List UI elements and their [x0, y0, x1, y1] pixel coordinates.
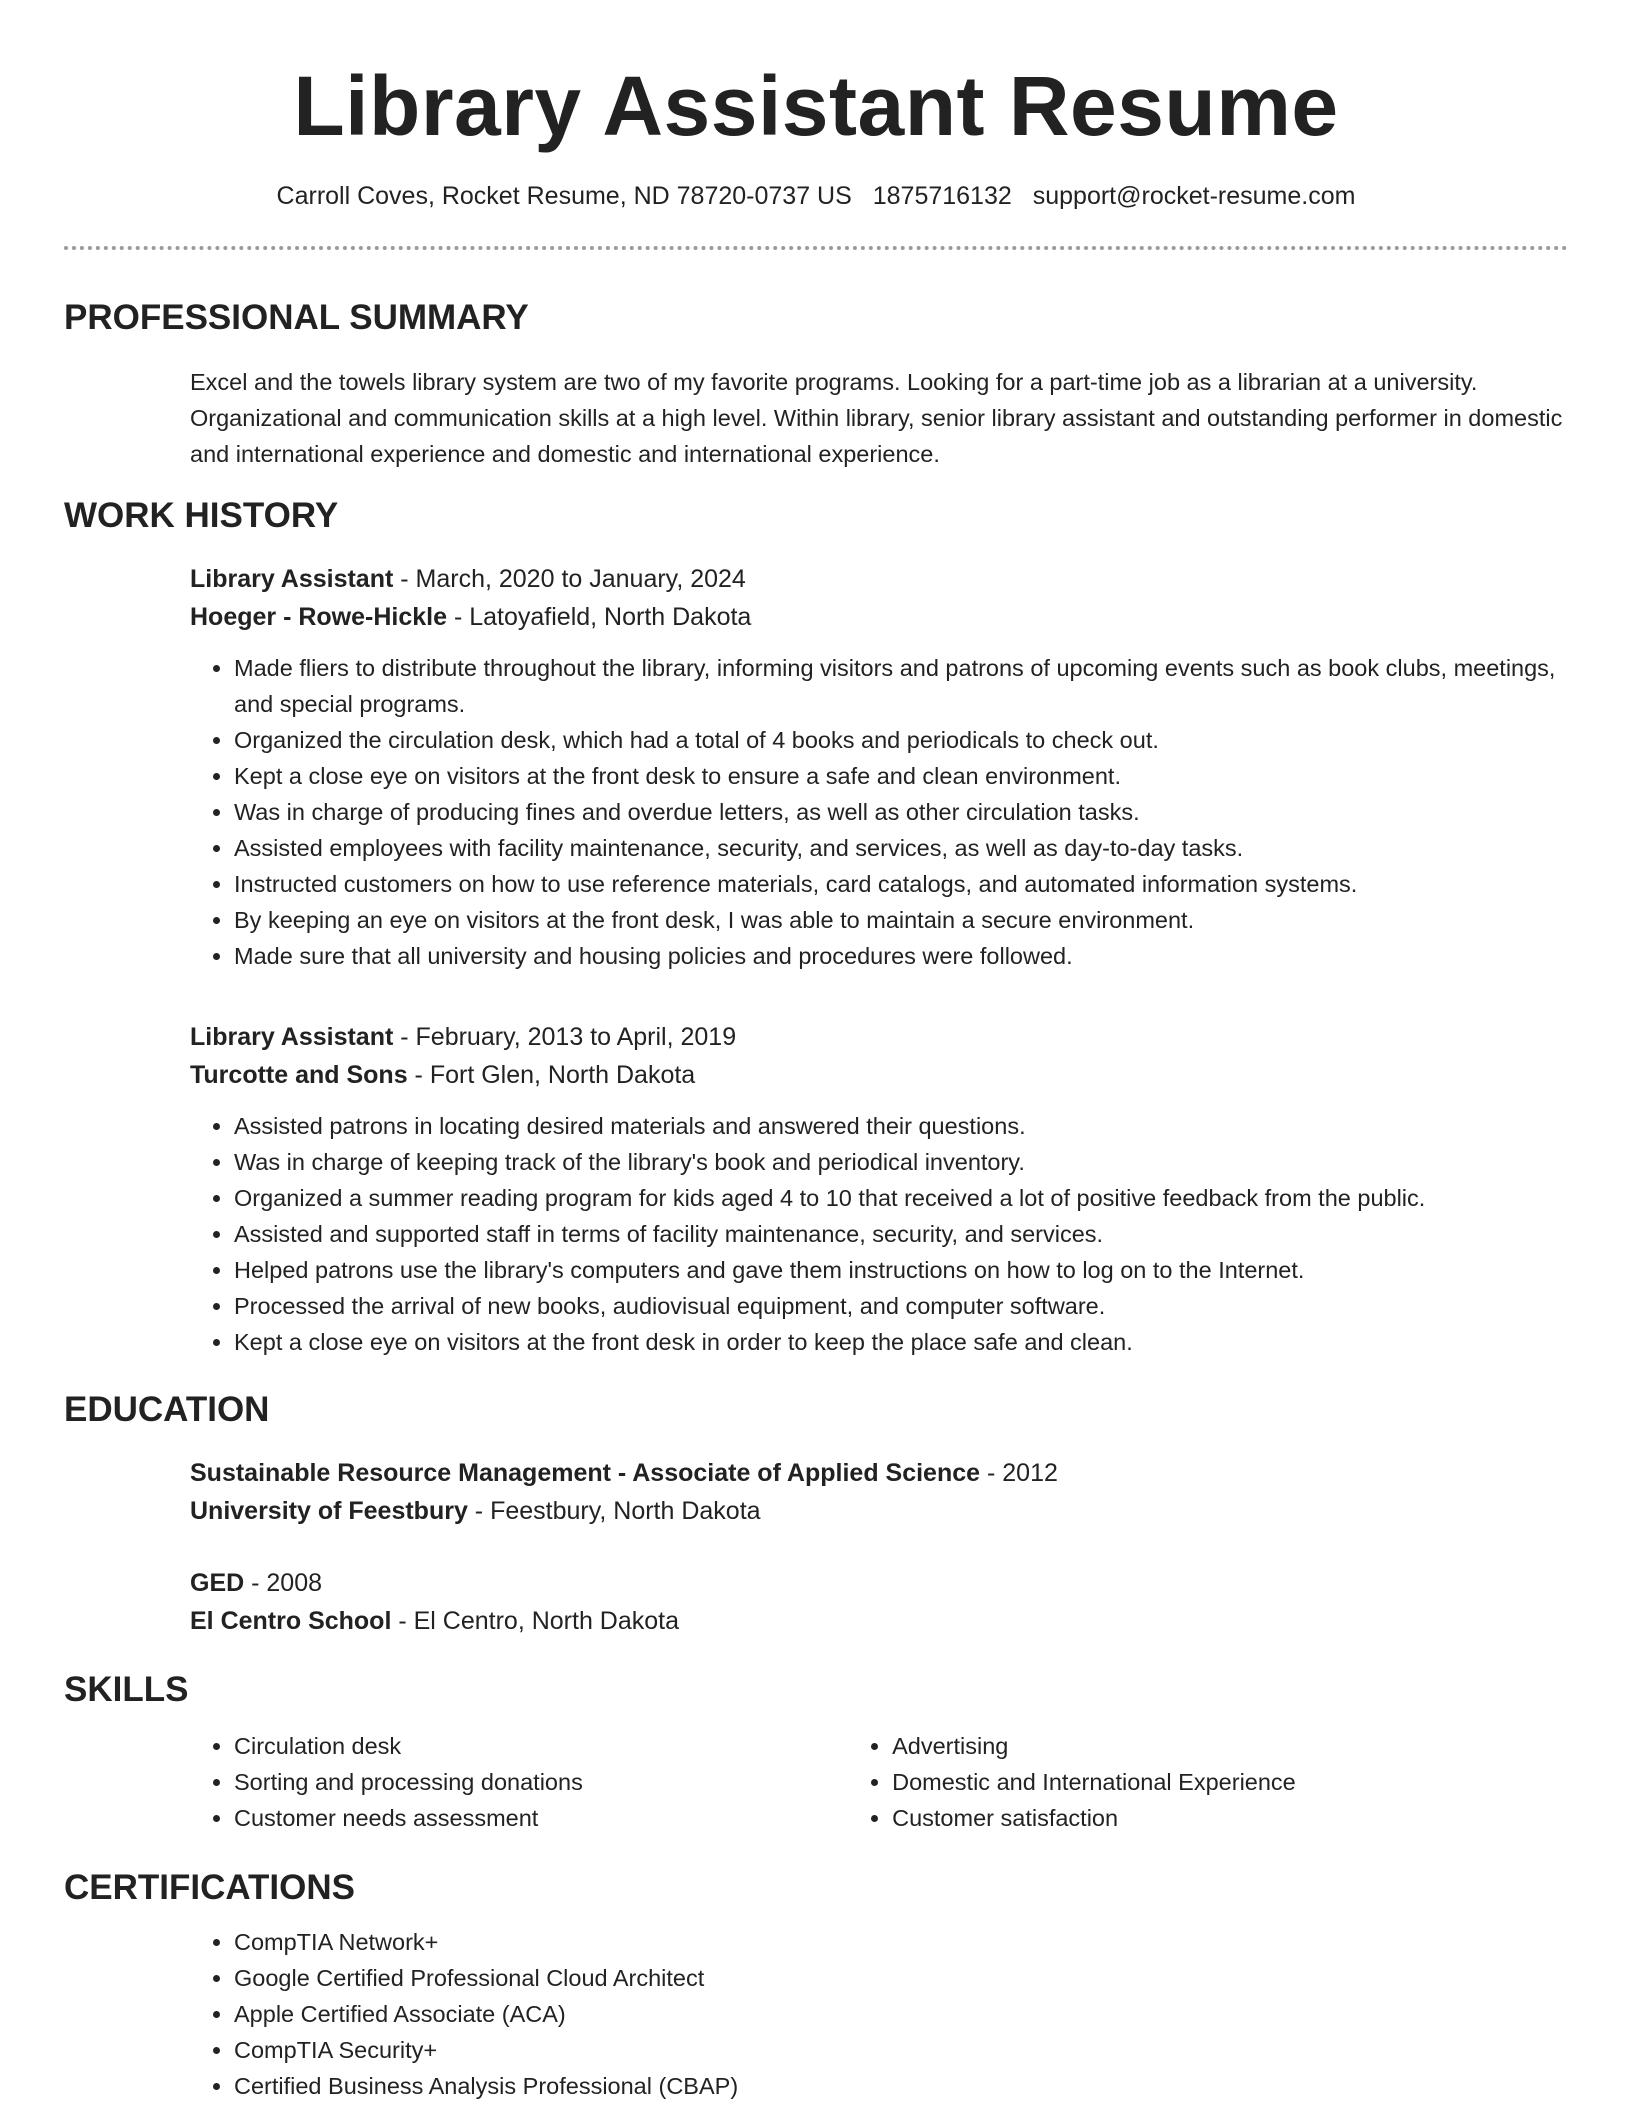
job-title: Library Assistant [190, 1023, 394, 1051]
work-history-heading: WORK HISTORY [64, 496, 339, 535]
skill-item: • Circulation desk [234, 1728, 848, 1764]
education-degree: GED [190, 1569, 245, 1597]
contact-phone: 1875716132 [872, 182, 1012, 210]
job-duty: • Was in charge of producing fines and overdue letters, as well as other circulation tasks. [234, 794, 1568, 830]
certification-item: • CompTIA Security+ [234, 2032, 1568, 2068]
job-duties [190, 1108, 1568, 1360]
job-location: - Fort Glen, North Dakota [407, 1061, 696, 1089]
skill-item: • Domestic and International Experience [892, 1764, 1568, 1800]
job-duty: • Made sure that all university and housing policies and procedures were followed. [234, 938, 1568, 974]
job-company: Hoeger - Rowe-Hickle [190, 603, 448, 631]
education-location: - Feestbury, North Dakota [467, 1497, 761, 1525]
job-entry [190, 1018, 1568, 1360]
education-heading: EDUCATION [64, 1390, 270, 1429]
job-duty: • Processed the arrival of new books, audiovisual equipment, and computer software. [234, 1288, 1568, 1324]
skills-list-right [848, 1728, 1568, 1836]
education-school: El Centro School [190, 1607, 392, 1635]
job-company: Turcotte and Sons [190, 1061, 408, 1089]
skill-item: • Customer needs assessment [234, 1800, 848, 1836]
job-duty: • Assisted patrons in locating desired materials and answered their questions. [234, 1108, 1568, 1144]
job-location: - Latoyafield, North Dakota [447, 603, 752, 631]
skills-list-left [190, 1728, 848, 1836]
certification-item: • Certified Business Analysis Professional (CBAP) [234, 2068, 1568, 2104]
job-duty: • Organized the circulation desk, which had a total of 4 books and periodicals to check out. [234, 722, 1568, 758]
skills-heading: SKILLS [64, 1670, 189, 1709]
certification-item: • Google Certified Professional Cloud Architect [234, 1960, 1568, 1996]
education-degree: Sustainable Resource Management - Associate of Applied Science [190, 1459, 981, 1487]
job-duty: • Assisted and supported staff in terms of facility maintenance, security, and services. [234, 1216, 1568, 1252]
skill-item: • Sorting and processing donations [234, 1764, 848, 1800]
header-divider [64, 246, 1568, 250]
job-duty: • Helped patrons use the library's computers and gave them instructions on how to log on to the Internet. [234, 1252, 1568, 1288]
resume-page [64, 0, 1568, 2104]
summary-heading: PROFESSIONAL SUMMARY [64, 298, 529, 337]
education-year: - 2012 [980, 1459, 1058, 1487]
education-location: - El Centro, North Dakota [391, 1607, 680, 1635]
contact-line [64, 180, 1568, 212]
job-duty: • Made fliers to distribute throughout the library, informing visitors and patrons of upcoming events such as book clubs, meetings, and special programs. [234, 650, 1568, 722]
summary-text: Excel and the towels library system are two of my favorite programs. Looking for a part-time job as a librarian at a university. Organizational and communication skills at a high level. Within library, senior library assistant and outstanding performer in domestic and international experience and domestic and international experience. [190, 369, 1563, 467]
job-duty: • Assisted employees with facility maintenance, security, and services, as well as day-to-day tasks. [234, 830, 1568, 866]
education-entry [190, 1564, 1568, 1640]
skill-item: • Advertising [892, 1728, 1568, 1764]
job-title-line [190, 560, 1568, 598]
education-degree-line [190, 1564, 1568, 1602]
education-school-line [190, 1602, 1568, 1640]
education-degree-line [190, 1454, 1568, 1492]
job-duty: • Kept a close eye on visitors at the front desk in order to keep the place safe and clean. [234, 1324, 1568, 1360]
job-company-line [190, 598, 1568, 636]
certifications-heading: CERTIFICATIONS [64, 1868, 356, 1907]
contact-email: support@rocket-resume.com [1032, 182, 1356, 210]
job-duties [190, 650, 1568, 974]
contact-address: Carroll Coves, Rocket Resume, ND 78720-0737 US [276, 182, 852, 210]
job-dates: - March, 2020 to January, 2024 [393, 565, 746, 593]
skill-item: • Customer satisfaction [892, 1800, 1568, 1836]
job-duty: • Was in charge of keeping track of the library's book and periodical inventory. [234, 1144, 1568, 1180]
job-dates: - February, 2013 to April, 2019 [393, 1023, 737, 1051]
education-entry [190, 1454, 1568, 1530]
certification-item: • CompTIA Network+ [234, 1924, 1568, 1960]
job-duty: • Instructed customers on how to use reference materials, card catalogs, and automated information systems. [234, 866, 1568, 902]
resume-title: Library Assistant Resume [293, 59, 1339, 153]
education-year: - 2008 [244, 1569, 323, 1597]
certification-item: • Apple Certified Associate (ACA) [234, 1996, 1568, 2032]
job-company-line [190, 1056, 1568, 1094]
job-duty: • Kept a close eye on visitors at the front desk to ensure a safe and clean environment. [234, 758, 1568, 794]
certifications-list [190, 1924, 1568, 2104]
job-title-line [190, 1018, 1568, 1056]
job-duty: • By keeping an eye on visitors at the front desk, I was able to maintain a secure environment. [234, 902, 1568, 938]
education-school-line [190, 1492, 1568, 1530]
job-title: Library Assistant [190, 565, 394, 593]
job-duty: • Organized a summer reading program for kids aged 4 to 10 that received a lot of positive feedback from the public. [234, 1180, 1568, 1216]
education-school: University of Feestbury [190, 1497, 468, 1525]
job-entry [190, 560, 1568, 974]
skills-grid [190, 1728, 1568, 1836]
